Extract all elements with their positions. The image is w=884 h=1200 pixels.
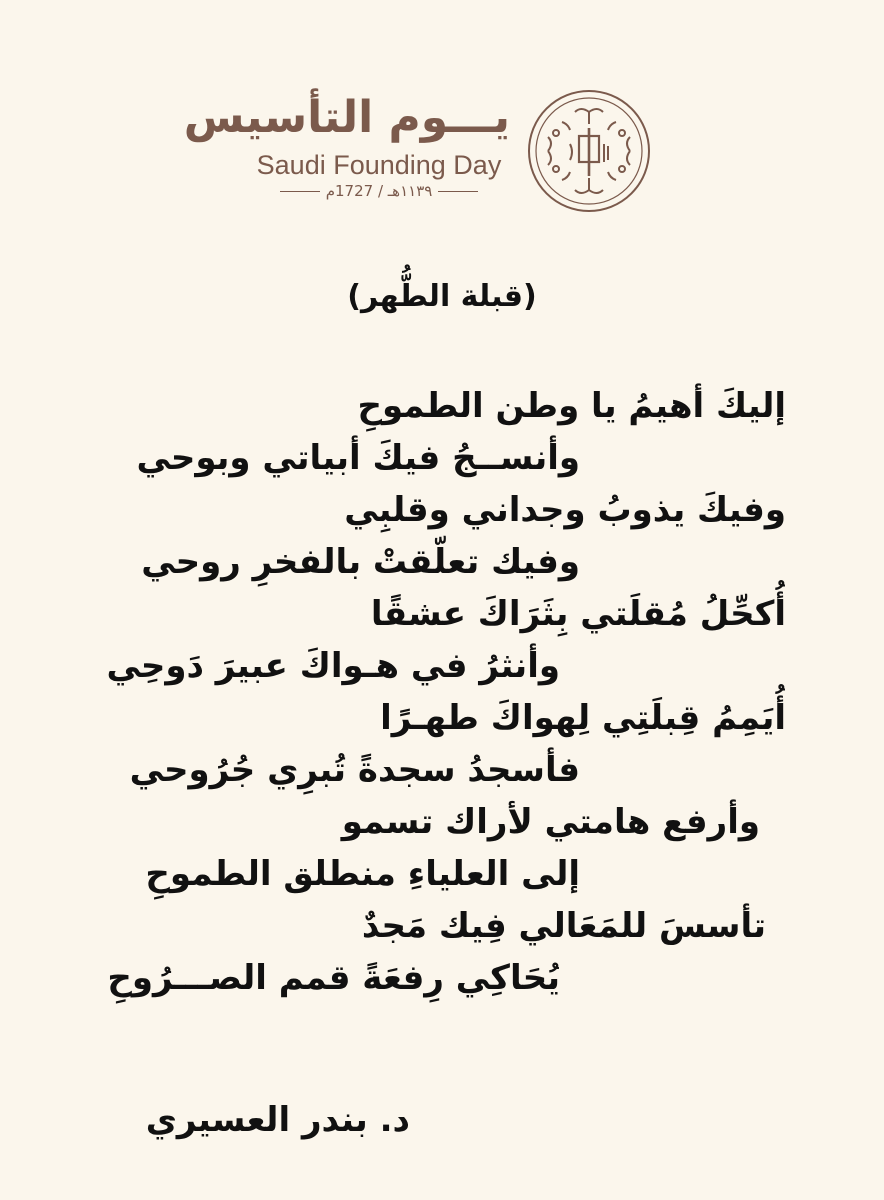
poem-line: أُكحِّلُ مُقلَتي بِثَرَاكَ عشقًا <box>370 594 786 634</box>
divider-line <box>280 191 320 193</box>
logo-arabic-wordmark: يـــوم التأسيس <box>183 92 510 143</box>
logo-english-wordmark: Saudi Founding Day <box>256 150 502 180</box>
poem-line: وأرفع هامتي لأراك تسمو <box>341 802 760 842</box>
logo-date-text: ١١٣٩هـ / 1727م <box>325 182 433 200</box>
logo-date-line <box>248 180 510 202</box>
poem-line: إليكَ أهيمُ يا وطن الطموحِ <box>357 386 786 426</box>
poem-line: وفيك تعلّقتْ بالفخرِ روحي <box>141 542 580 582</box>
poem-line: أُيَمِمُ قِبلَتِي لِهواكَ طهـرًا <box>380 698 786 738</box>
poem-line: تأسسَ للمَعَالي فِيك مَجدٌ <box>361 906 766 946</box>
author-name: د. بندر العسيري <box>145 1100 410 1140</box>
poem-line: فأسجدُ سجدةً تُبرِي جُرُوحي <box>129 750 580 790</box>
poem-line: وفيكَ يذوبُ وجداني وقلبِي <box>344 490 786 530</box>
poem-title: (قبلة الطُّهر) <box>347 279 537 314</box>
poem-line: يُحَاكِي رِفعَةً قمم الصـــرُوحِ <box>107 958 560 998</box>
poem-line: وأنثرُ في هـواكَ عبيرَ دَوحِي <box>106 646 560 686</box>
divider-line <box>438 191 478 193</box>
founding-day-emblem-icon <box>526 88 652 214</box>
header <box>0 0 884 230</box>
poem-line: إلى العلياءِ منطلق الطموحِ <box>145 854 580 894</box>
poem-line: وأنســجُ فيكَ أبياتي وبوحي <box>136 438 580 478</box>
